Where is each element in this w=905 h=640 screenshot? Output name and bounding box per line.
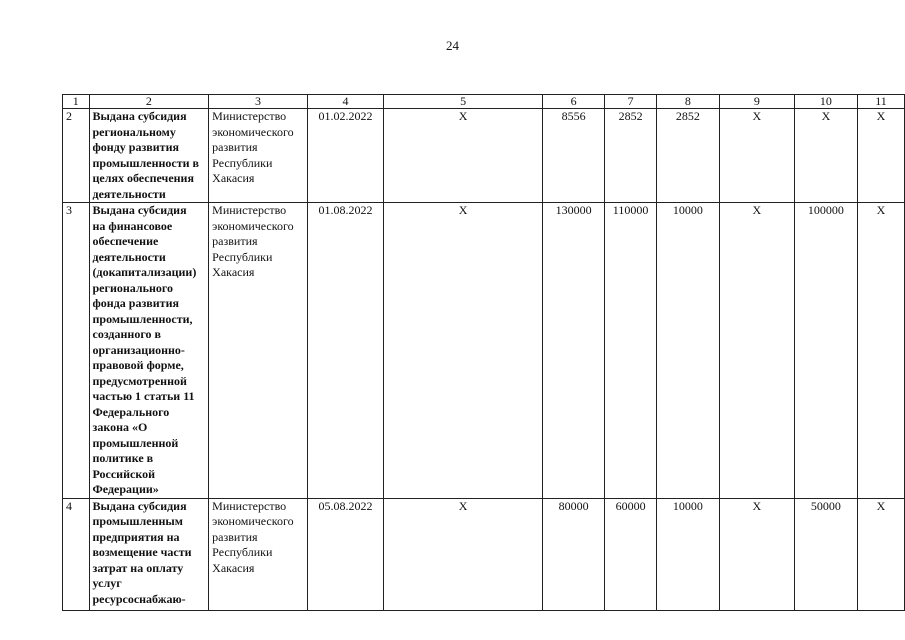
column-header: 3	[209, 95, 308, 109]
table-row	[63, 109, 905, 203]
row-number: 4	[63, 498, 90, 610]
data-table	[62, 94, 905, 611]
row-col9: X	[719, 498, 794, 610]
row-col6: 80000	[542, 498, 604, 610]
row-date: 01.08.2022	[307, 203, 383, 499]
row-number: 3	[63, 203, 90, 499]
row-col10: 100000	[794, 203, 857, 499]
row-agency: Министерство экономического развития Республики Хакасия	[209, 109, 308, 203]
row-col11: X	[858, 498, 905, 610]
row-col6: 130000	[542, 203, 604, 499]
row-col5: X	[384, 498, 543, 610]
row-date: 01.02.2022	[307, 109, 383, 203]
row-col9: X	[719, 109, 794, 203]
column-header: 5	[384, 95, 543, 109]
row-col7: 60000	[605, 498, 657, 610]
column-header: 1	[63, 95, 90, 109]
row-description: Выдана субсидия на финансовое обеспечение деятельности (докапитализации) регионального фонда развития промышленности, созданного в организационно- правовой форме, предусмотренной частью 1 статьи 11 Федерального закона «О промышленной политике в Российской Федерации»	[89, 203, 209, 499]
row-col5: X	[384, 109, 543, 203]
column-header: 9	[719, 95, 794, 109]
column-header: 6	[542, 95, 604, 109]
row-col11: X	[858, 109, 905, 203]
column-header: 8	[656, 95, 719, 109]
row-date: 05.08.2022	[307, 498, 383, 610]
row-col8: 2852	[656, 109, 719, 203]
row-col7: 2852	[605, 109, 657, 203]
row-description: Выдана субсидия промышленным предприятия на возмещение части затрат на оплату услуг ресурсоснабжаю-	[89, 498, 209, 610]
row-col8: 10000	[656, 498, 719, 610]
table-row	[63, 203, 905, 499]
column-header: 11	[858, 95, 905, 109]
column-header: 4	[307, 95, 383, 109]
row-agency: Министерство экономического развития Республики Хакасия	[209, 498, 308, 610]
column-header: 7	[605, 95, 657, 109]
page-number: 24	[446, 38, 459, 53]
row-number: 2	[63, 109, 90, 203]
row-col6: 8556	[542, 109, 604, 203]
row-col9: X	[719, 203, 794, 499]
row-col10: X	[794, 109, 857, 203]
row-col8: 10000	[656, 203, 719, 499]
table-header-row	[63, 95, 905, 109]
row-description: Выдана субсидия региональному фонду развития промышленности в целях обеспечения деятельности	[89, 109, 209, 203]
column-header: 10	[794, 95, 857, 109]
table-row	[63, 498, 905, 610]
row-agency: Министерство экономического развития Республики Хакасия	[209, 203, 308, 499]
row-col10: 50000	[794, 498, 857, 610]
column-header: 2	[89, 95, 209, 109]
row-col11: X	[858, 203, 905, 499]
row-col7: 110000	[605, 203, 657, 499]
row-col5: X	[384, 203, 543, 499]
